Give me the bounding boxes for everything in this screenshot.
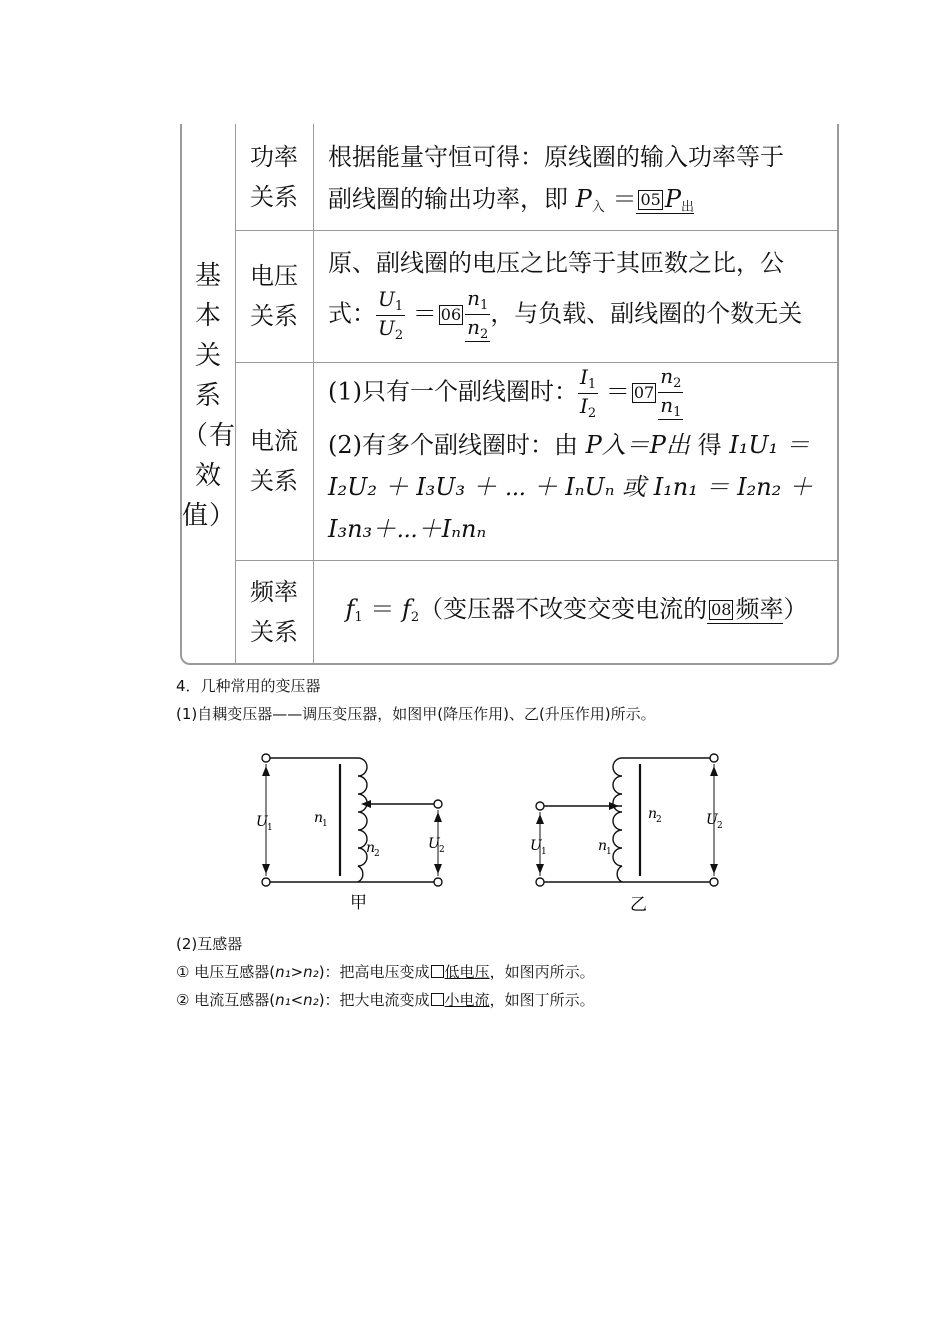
row-frequency (235, 560, 839, 663)
label-n1-left-sub: 1 (322, 819, 328, 829)
label-u1-left: U (256, 814, 268, 830)
blank-08: 08 (711, 600, 732, 619)
frequency-answer: 08 频率 (707, 595, 783, 624)
row-voltage-label: 电压关系 (250, 262, 298, 330)
row-voltage-content (314, 230, 839, 362)
arrowheads-left (262, 766, 442, 874)
section4-item1: (1)自耦变压器——调压变压器，如图甲(降压作用)、乙(升压作用)所示。 (176, 705, 656, 723)
current-line4: I₃n₃＋⋯＋Iₙnₙ (328, 515, 487, 543)
row-frequency-label-cell (235, 560, 314, 663)
label-n2-left: n (366, 840, 376, 856)
row-current-label: 电流关系 (250, 427, 298, 495)
label-n1-right: n (598, 838, 608, 854)
label-u1-left-sub: 1 (267, 823, 273, 833)
blank-box-icon (431, 993, 444, 1006)
power-answer: 05 $P_出$ (636, 185, 694, 214)
voltage-fraction-n: $\frac{n_1}{n_2}$ (467, 286, 489, 342)
row-power (235, 124, 839, 231)
current-line2: (2)有多个副线圈时：由 P入＝P出 得 I₁U₁ ＝ (328, 431, 810, 459)
row-frequency-content: $f_1 = f_2$（变压器不改变交变电流的 08 频率） (345, 595, 808, 625)
label-u2-right: U (706, 812, 718, 828)
label-u2-right-sub: 2 (717, 821, 723, 831)
label-u1-right: U (530, 838, 542, 854)
blank-07: 07 (633, 382, 655, 402)
voltage-text-line1: 原、副线圈的电压之比等于其匝数之比，公 (328, 249, 784, 277)
blank-06: 06 (440, 304, 462, 324)
diagram-jia (262, 754, 442, 886)
row-frequency-label: 频率关系 (250, 577, 298, 646)
row-power-content (314, 124, 839, 230)
category-label: 基本关系（有效值） (182, 261, 237, 531)
label-u2-left-sub: 2 (439, 845, 445, 855)
label-n2-right-sub: 2 (656, 815, 662, 825)
current-fraction-i: $\frac{I_1}{I_2}$ (580, 364, 597, 421)
row-power-label: 功率关系 (250, 143, 298, 211)
blank-05: 05 (640, 190, 661, 209)
section4-item2: (2)互感器 (176, 935, 243, 953)
current-fraction-n: $\frac{n_2}{n_1}$ (660, 364, 682, 420)
power-text-line1: 根据能量守恒可得：原线圈的输入功率等于 (328, 143, 784, 171)
row-current-content (314, 362, 839, 560)
row-voltage-label-cell (235, 230, 314, 362)
section4-voltage-transformer: ① 电压互感器(n₁>n₂)：把高电压变成 低电压，如图丙所示。 (176, 963, 595, 981)
label-n1-right-sub: 1 (606, 847, 612, 857)
caption-yi: 乙 (630, 895, 647, 915)
category-cell (182, 124, 236, 663)
caption-jia: 甲 (350, 893, 367, 913)
label-n2-left-sub: 2 (374, 849, 380, 859)
row-current-label-cell (235, 362, 314, 560)
section4-heading: 4．几种常用的变压器 (176, 677, 321, 695)
section4-current-transformer: ② 电流互感器(n₁<n₂)：把大电流变成 小电流，如图丁所示。 (176, 991, 595, 1009)
relations-table (180, 124, 839, 665)
row-power-label-cell (235, 124, 314, 230)
label-u2-left: U (428, 836, 440, 852)
diagram-yi (536, 754, 718, 886)
voltage-formula-line: 式： $\frac{U_1}{U_2}$ ＝ 06 $\frac{n_1}{n_2}$ ，与负载、副线圈的个数无关 (328, 286, 803, 343)
current-line1: (1)只有一个副线圈时： $\frac{I_1}{I_2}$ ＝ 07 $\frac{n_2}{n_1}$ (328, 364, 682, 421)
label-n1-left: n (314, 810, 324, 826)
autotransformer-diagram (240, 730, 740, 926)
label-u1-right-sub: 1 (541, 847, 547, 857)
voltage-fraction-u: $\frac{U_1}{U_2}$ (378, 286, 404, 343)
arrowheads-right (536, 766, 718, 874)
blank-box-icon (431, 965, 444, 978)
row-current (235, 362, 839, 561)
power-text-line2: 副线圈的输出功率，即 $P_入 = 05$ $P_出$ (328, 185, 694, 215)
label-n2-right: n (648, 806, 658, 822)
row-voltage (235, 230, 839, 363)
current-line3: I₂U₂ ＋ I₃U₃ ＋ ⋯ ＋ IₙUₙ 或 I₁n₁ ＝ I₂n₂ ＋ (328, 473, 813, 501)
